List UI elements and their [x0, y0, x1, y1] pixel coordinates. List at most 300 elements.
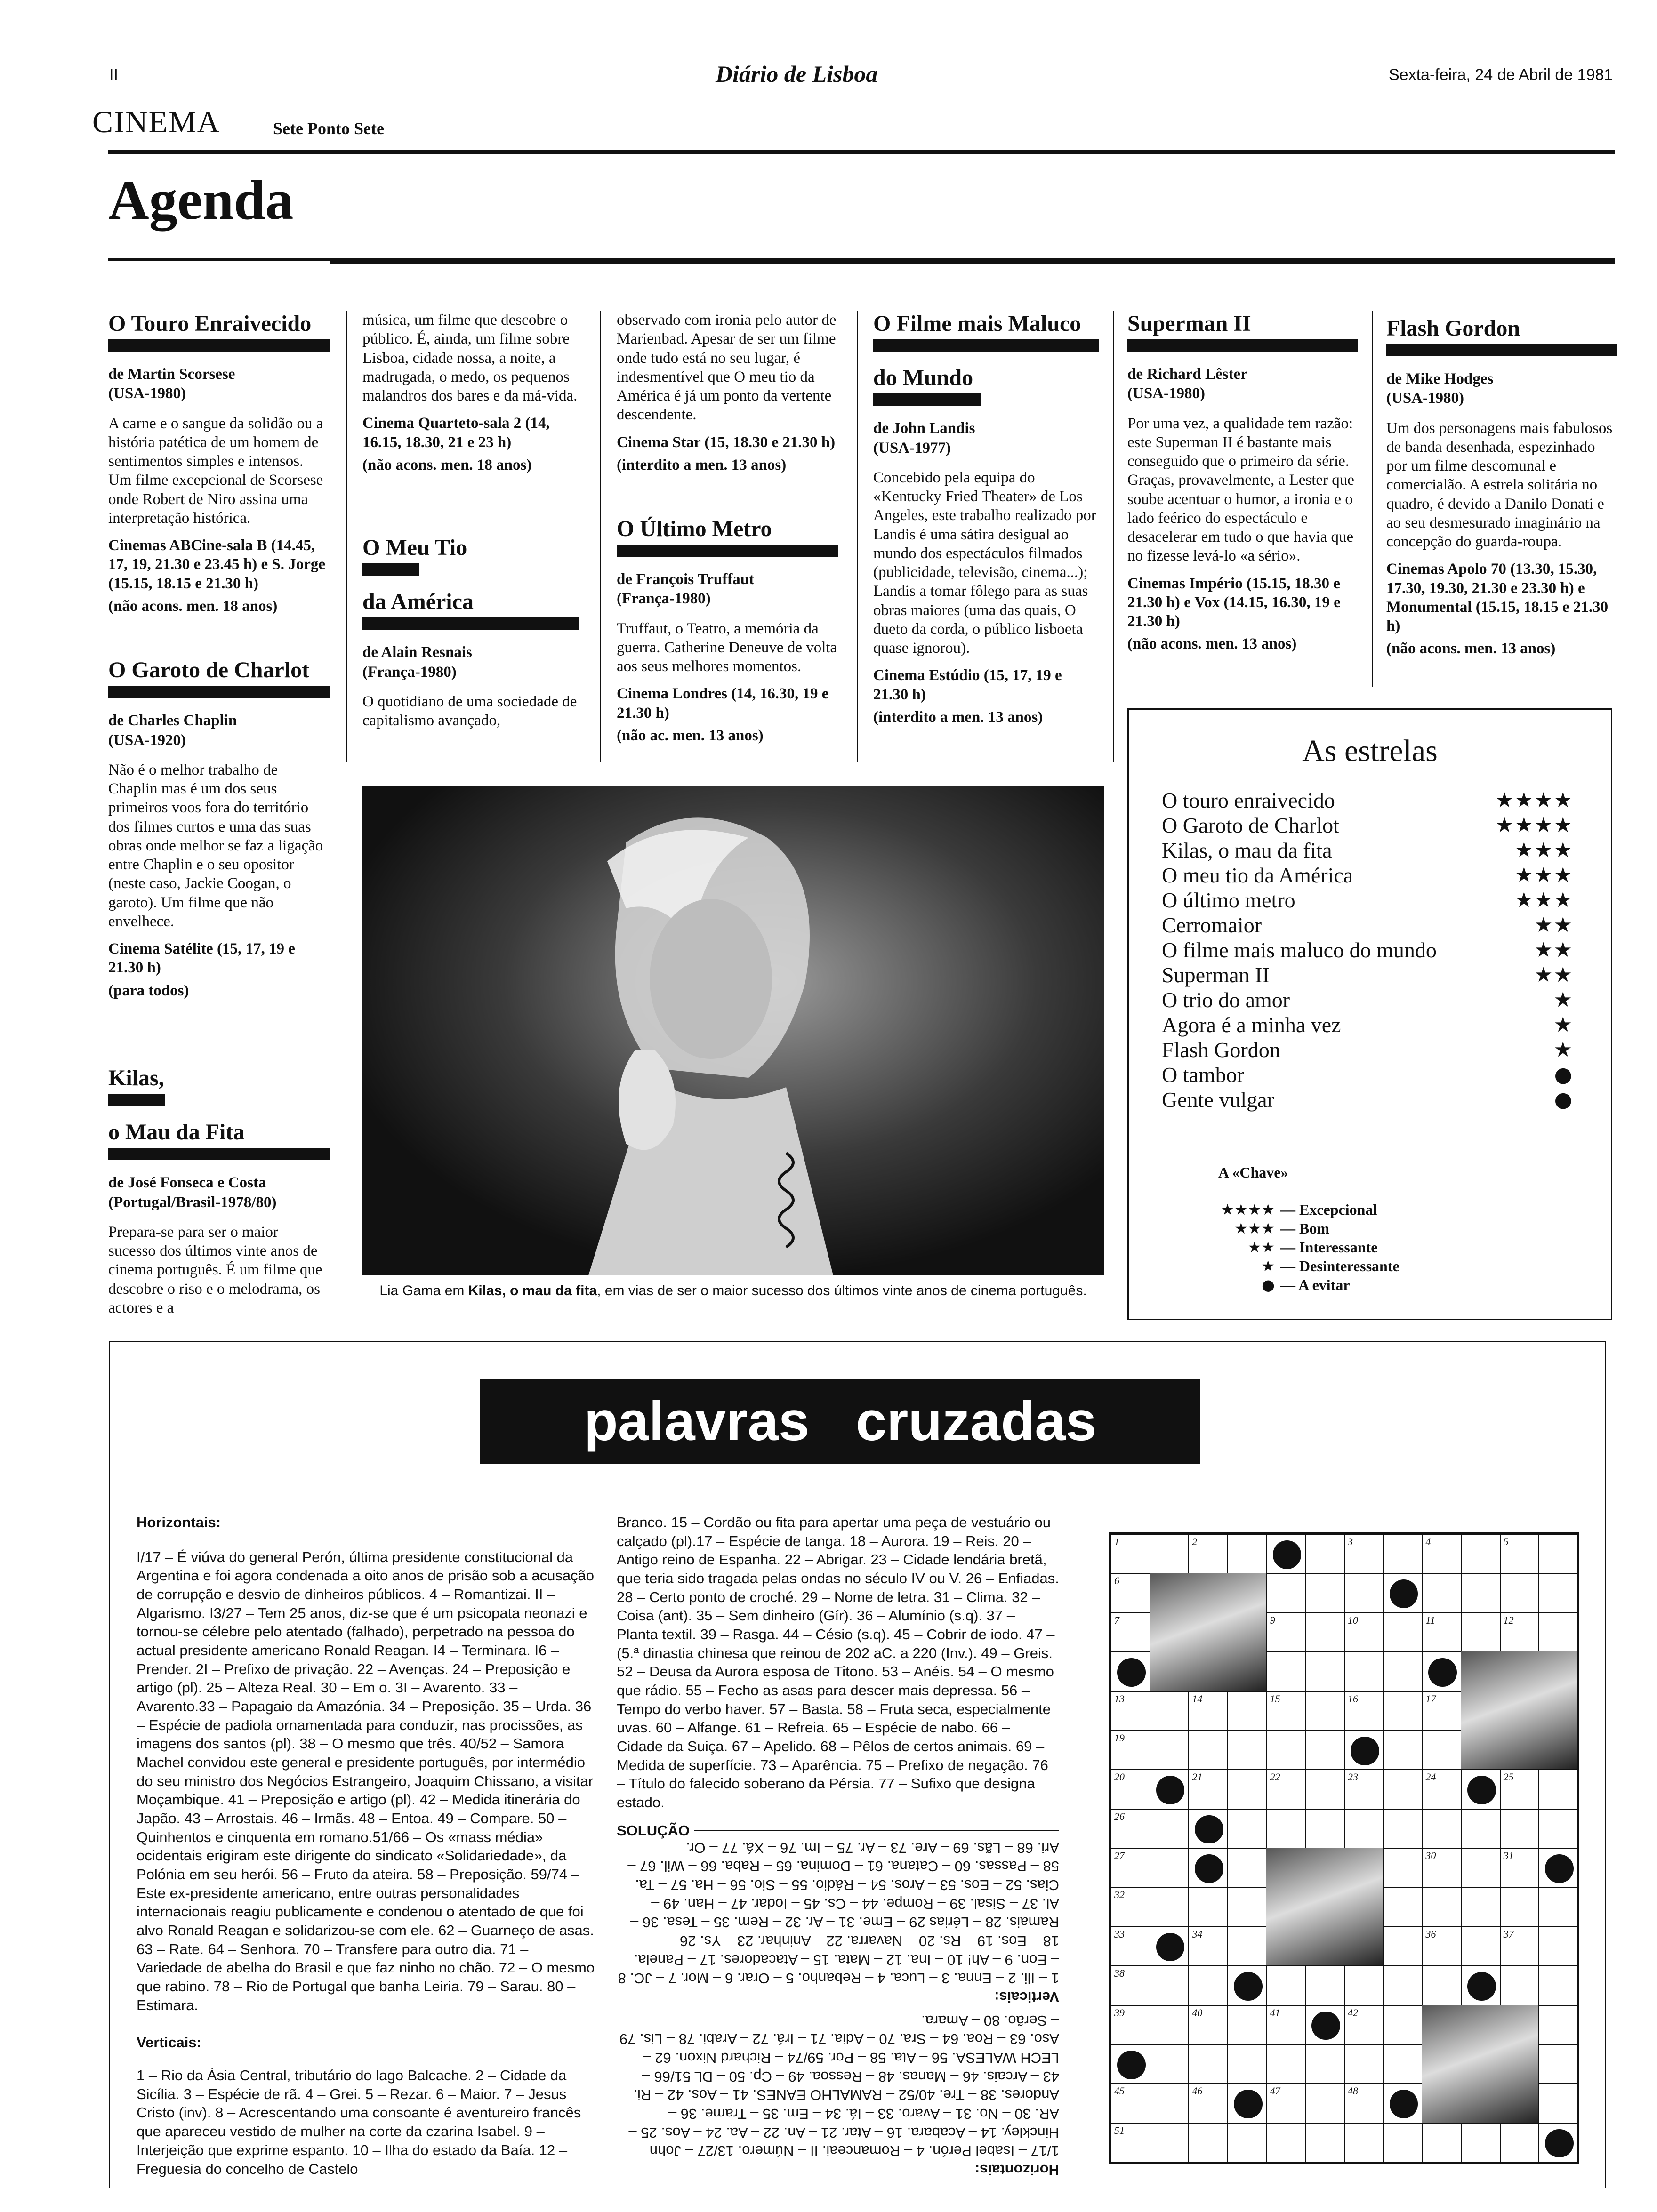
- grid-number: 51: [1114, 2124, 1125, 2136]
- grid-number: 33: [1114, 1928, 1125, 1940]
- grid-number: 27: [1114, 1850, 1125, 1861]
- key-row: [1157, 1257, 1611, 1275]
- grid-cell[interactable]: [1227, 1965, 1267, 2005]
- grid-cell[interactable]: [1188, 2123, 1228, 2163]
- film-review: Truffaut, o Teatro, a memória da guerra. Catherine Deneuve de volta aos seus melhores momentos.: [617, 620, 837, 675]
- grid-cell[interactable]: [1150, 1848, 1190, 1888]
- column-divider: [1113, 311, 1114, 762]
- film-rating: (interdito a men. 13 anos): [617, 456, 787, 473]
- rating-row: [1162, 813, 1573, 838]
- grid-cell[interactable]: [1538, 1926, 1578, 1966]
- grid-cell[interactable]: [1538, 2005, 1578, 2045]
- film-origin: (Portugal/Brasil-1978/80): [108, 1194, 277, 1211]
- grid-cell[interactable]: [1500, 1926, 1540, 1966]
- grid-cell[interactable]: [1383, 1612, 1423, 1652]
- rating-row: [1162, 938, 1573, 962]
- star-icon: ★: [1553, 1013, 1573, 1037]
- film-title-maluco-2: do Mundo: [873, 365, 973, 391]
- grid-cell[interactable]: [1266, 2005, 1306, 2045]
- grid-cell[interactable]: [1500, 1887, 1540, 1927]
- ratings-box: [1127, 708, 1612, 1320]
- grid-cell[interactable]: [1188, 1534, 1228, 1574]
- star-icon: ★★: [1534, 913, 1573, 937]
- grid-number: 9: [1270, 1614, 1275, 1626]
- film-rating: (não acons. men. 13 anos): [1386, 640, 1556, 657]
- grid-cell[interactable]: [1344, 2005, 1384, 2045]
- grid-cell[interactable]: [1227, 1730, 1267, 1770]
- black-dot-icon: [1234, 1972, 1263, 2001]
- grid-cell[interactable]: [1538, 1887, 1578, 1927]
- grid-cell[interactable]: [1461, 1965, 1501, 2005]
- film-review: Um dos personagens mais fabulosos de banda desenhada, espezinhado por um filme descomunal e comercialão. A estrela solitária no quadro, é devido a Danilo Donati e ao seu desmesurado imaginário na concepção do guarda-roupa.: [1386, 419, 1613, 551]
- grid-cell[interactable]: [1150, 1809, 1190, 1849]
- grid-cell[interactable]: [1266, 1965, 1306, 2005]
- caption-film: Kilas, o mau da fita: [468, 1283, 597, 1298]
- grid-cell[interactable]: [1227, 1887, 1267, 1927]
- grid-cell[interactable]: [1188, 1730, 1228, 1770]
- column-4: [873, 311, 1099, 735]
- grid-cell[interactable]: [1266, 1769, 1306, 1809]
- film-showings: Cinemas ABCine-sala B (14.45, 17, 19, 21.30 e 23.45 h) e S. Jorge (15.15, 18.15 e 21.30 h): [108, 537, 326, 592]
- rating-row: [1162, 987, 1573, 1012]
- grid-cell[interactable]: [1538, 1809, 1578, 1849]
- film-rating: (não ac. men. 13 anos): [617, 727, 764, 744]
- grid-cell[interactable]: [1110, 2044, 1150, 2084]
- black-dot-icon: [1195, 1815, 1223, 1844]
- grid-cell[interactable]: [1422, 1769, 1462, 1809]
- grid-cell[interactable]: [1150, 1730, 1190, 1770]
- grid-number: 23: [1348, 1771, 1358, 1783]
- grid-cell[interactable]: [1150, 2005, 1190, 2045]
- grid-cell[interactable]: [1227, 1809, 1267, 1849]
- director-name: de Alain Resnais: [362, 644, 472, 661]
- grid-cell[interactable]: [1500, 1769, 1540, 1809]
- rating-row: [1162, 1062, 1573, 1087]
- grid-cell[interactable]: [1110, 2005, 1150, 2045]
- grid-cell[interactable]: [1227, 1848, 1267, 1888]
- rating-row: [1162, 838, 1573, 863]
- grid-number: 15: [1270, 1692, 1280, 1705]
- grid-cell[interactable]: [1150, 1887, 1190, 1927]
- issue-date: Sexta-feira, 24 de Abril de 1981: [1389, 66, 1613, 84]
- film-review: A carne e o sangue da solidão ou a história patética de um homem de sentimentos simples e intensos. Um filme excepcional de Scorsese onde Robert de Niro assina uma interpretação histórica.: [108, 415, 323, 527]
- grid-number: 46: [1192, 2085, 1203, 2097]
- grid-cell[interactable]: [1344, 1534, 1384, 1574]
- grid-cell[interactable]: [1422, 1848, 1462, 1888]
- black-dot-icon: [1234, 2090, 1263, 2118]
- director-name: de Charles Chaplin: [108, 712, 237, 729]
- grid-number: 4: [1425, 1536, 1431, 1547]
- rating-row: [1162, 1087, 1573, 1112]
- black-dot-icon: [1156, 1933, 1185, 1962]
- grid-cell[interactable]: [1383, 1769, 1423, 1809]
- title-bar: [873, 339, 1099, 352]
- star-icon: ★★★: [1514, 888, 1573, 912]
- column-3: [617, 311, 838, 753]
- grid-cell[interactable]: [1305, 1612, 1345, 1652]
- rating-row: [1162, 962, 1573, 987]
- grid-cell[interactable]: [1305, 1651, 1345, 1691]
- grid-number: 36: [1425, 1928, 1436, 1940]
- star-icon: ★★: [1247, 1238, 1275, 1256]
- film-title-kilas: Kilas,: [108, 1065, 164, 1090]
- grid-cell[interactable]: [1110, 1573, 1150, 1613]
- grid-cell[interactable]: [1266, 1691, 1306, 1731]
- key-title: A «Chave»: [1218, 1164, 1288, 1181]
- grid-cell[interactable]: [1422, 1534, 1462, 1574]
- grid-cell[interactable]: [1538, 1534, 1578, 1574]
- film-title-garoto: O Garoto de Charlot: [108, 657, 310, 683]
- grid-cell[interactable]: [1305, 2123, 1345, 2163]
- black-dot-icon: [1545, 1854, 1574, 1883]
- film-showings: Cinema Satélite (15, 17, 19 e 21.30 h): [108, 940, 295, 977]
- grid-cell[interactable]: [1266, 1534, 1306, 1574]
- grid-cell[interactable]: [1383, 2083, 1423, 2123]
- grid-cell[interactable]: [1110, 1926, 1150, 1966]
- grid-cell[interactable]: [1500, 1809, 1540, 1849]
- title-bar: [617, 545, 838, 557]
- key-row: [1157, 1219, 1611, 1238]
- grid-number: 30: [1425, 1850, 1436, 1861]
- grid-cell[interactable]: [1344, 1651, 1384, 1691]
- grid-cell[interactable]: [1110, 1534, 1150, 1574]
- grid-cell[interactable]: [1227, 2083, 1267, 2123]
- grid-number: 41: [1270, 2006, 1280, 2019]
- portrait-photo: [1461, 1651, 1577, 1769]
- director-name: de Mike Hodges: [1386, 370, 1494, 388]
- grid-cell[interactable]: [1344, 1573, 1384, 1613]
- grid-number: 32: [1114, 1889, 1125, 1901]
- grid-number: 17: [1425, 1692, 1436, 1705]
- director-name: de John Landis: [873, 420, 975, 437]
- grid-cell[interactable]: [1227, 2044, 1267, 2084]
- verticais-clues: 1 – Rio da Ásia Central, tributário do lago Balcache. 2 – Cidade da Sicília. 3 – Espécie de rã. 4 – Grei. 5 – Rezar. 6 – Maior. 7 – Jesus Cristo (inv). 8 – Acrescentando uma consoante é aventureiro francês que apareceu vestido de mulher na corte da czarina Isabel. 9 – Interjeição que exprime espanto. 10 – Ilha do estado da Baía. 12 – Freguesia do concelho de Castelo: [137, 2067, 581, 2177]
- film-showings: Cinemas Apolo 70 (13.30, 15.30, 17.30, 19.30, 21.30 e 23.30 h) e Monumental (15.15, 18.15 e 21.30 h): [1386, 561, 1609, 635]
- grid-cell[interactable]: [1110, 2123, 1150, 2163]
- film-title-metro: O Último Metro: [617, 516, 772, 541]
- grid-cell[interactable]: [1227, 2005, 1267, 2045]
- horizontais-clues: I/17 – É viúva do general Perón, última presidente constitucional da Argentina e foi agora condenada a oito anos de prisão sob a acusação de corrupção e desvio de dinheiros públicos. 4 – Romantizai. II – Algarismo. I3/27 – Tem 25 anos, diz-se que é um psicopata neonazi e tornou-se célebre pelo atentado (falhado), perpetrado na pessoa do actual presidente americano Ronald Reagan. I4 – Terminara. I6 – Prender. 2I – Prefixo de privação. 22 – Avenças. 24 – Preposição e artigo (pl). 25 – Alteza Real. 30 – Em o. 3I – Avarento. 33 – Avarento.33 – Papagaio da Amazónia. 34 – Preposição. 35 – Urda. 36 – Espécie de padiola ornamentada para conduzir, nas procissões, as imagens dos santos (pl). 38 – O mesmo que três. 40/52 – Samora Machel convidou este general e presidente português, por intermédio do seu ministro dos Negócios Estrangeiro, Joaquim Chissano, a visitar Moçambique. 41 – Preposição e artigo (pl). 42 – Medida itinerária do Japão. 43 – Arrostais. 46 – Irmãs. 48 – Entoa. 49 – Compare. 50 – Quinhentos e cinquenta em romano.51/66 – Os «mass média» ocidentais erigiram este dirigente do sindicato «Solidariedade», da Polónia em seu herói. 56 – Fruto da ateira. 58 – Preposição. 59/74 – Este ex-presidente americano, entre outras personalidades internacionais reagiu publicamente e condenou o atentado de que foi alvo Ronald Reagan e solidarizou-se com ele. 62 – Guarneço de asas. 63 – Rate. 64 – Senhora. 70 – Transfere para outro dia. 71 – Variedade de abelha do Brasil e que faz ninho no chão. 72 – O mesmo que rabino. 78 – Rio de Portugal que banha Leiria. 79 – Sarau. 80 – Estimara.: [137, 1548, 595, 2013]
- grid-cell[interactable]: [1344, 1612, 1384, 1652]
- grid-number: 21: [1192, 1771, 1203, 1783]
- black-dot-icon: [1390, 2090, 1418, 2118]
- grid-cell[interactable]: [1110, 1965, 1150, 2005]
- grid-cell[interactable]: [1538, 2044, 1578, 2084]
- grid-cell[interactable]: [1461, 2123, 1501, 2163]
- grid-cell[interactable]: [1188, 1809, 1228, 1849]
- grid-cell[interactable]: [1422, 1691, 1462, 1731]
- title-bar: [1386, 344, 1617, 356]
- grid-cell[interactable]: [1383, 1887, 1423, 1927]
- grid-cell[interactable]: [1422, 1573, 1462, 1613]
- grid-number: 7: [1114, 1614, 1119, 1626]
- grid-cell[interactable]: [1110, 1769, 1150, 1809]
- solution-horizontais: 1/17 – Isabel Perón. 4 – Romanceai. II – Número. 13/27 – John Hinckley. 14 – Acabara. 16 – Atar. 21 – An. 22 – Aa. 24 – Aos. 25 – AR. 30 – No. 31 – Avaro. 33 – Iá. 34 – Em. 35 – Trame. 36 – Andores. 38 – Tre. 40/52 – RAMALHO EANES. 41 – Aos. 42 – Ri. 43 – Arcais. 46 – Manas. 48 – Ressoa. 49 – Cp. 50 – DL 51/66 – LECH WALESA. 56 – Ata. 58 – Por. 59/74 – Richard Nixon. 62 – Aso. 63 – Roa. 64 – Sra. 70 – Adia. 71 – Irá. 72 – Arabi. 78 – Lis. 79 – Serão. 80 – Amara.: [619, 2012, 1059, 2160]
- caption-text: Lia Gama em: [379, 1283, 468, 1298]
- film-director: [1127, 365, 1358, 404]
- director-name: de Richard Lêster: [1127, 366, 1247, 383]
- grid-cell[interactable]: [1422, 1926, 1462, 1966]
- grid-cell[interactable]: [1110, 2083, 1150, 2123]
- column-divider: [346, 311, 347, 762]
- grid-cell[interactable]: [1305, 1769, 1345, 1809]
- grid-cell[interactable]: [1305, 1534, 1345, 1574]
- grid-cell[interactable]: [1150, 2083, 1190, 2123]
- grid-cell[interactable]: [1500, 1965, 1540, 2005]
- grid-cell[interactable]: [1461, 1887, 1501, 1927]
- grid-cell[interactable]: [1227, 2123, 1267, 2163]
- key-row: [1157, 1200, 1611, 1219]
- grid-cell[interactable]: [1422, 1809, 1462, 1849]
- grid-cell[interactable]: [1422, 2123, 1462, 2163]
- grid-cell[interactable]: [1383, 1730, 1423, 1770]
- grid-cell[interactable]: [1305, 2044, 1345, 2084]
- key-row: [1157, 1275, 1611, 1294]
- section-title: CINEMA: [92, 105, 221, 139]
- grid-cell[interactable]: [1383, 1573, 1423, 1613]
- grid-cell[interactable]: [1150, 1965, 1190, 2005]
- grid-cell[interactable]: [1150, 2123, 1190, 2163]
- title-bar: [108, 339, 330, 352]
- grid-cell[interactable]: [1383, 1691, 1423, 1731]
- grid-cell[interactable]: [1305, 2005, 1345, 2045]
- grid-cell[interactable]: [1227, 1769, 1267, 1809]
- grid-cell[interactable]: [1383, 1651, 1423, 1691]
- film-title-touro: O Touro Enraivecido: [108, 311, 312, 336]
- grid-cell[interactable]: [1110, 1730, 1150, 1770]
- verticais-clues-continued: Branco. 15 – Cordão ou fita para apertar uma peça de vestuário ou calçado (pl).17 – Espécie de tanga. 18 – Aurora. 19 – Reis. 20 – Antigo reino de Espanha. 22 – Abrigar. 23 – Cidade lendária bretã, que teria sido tragada pelas ondas no século IV ou V. 26 – Enfiadas. 28 – Certo ponto de croché. 29 – Nome de letra. 31 – Clima. 32 – Coisa (ant). 35 – Sem dinheiro (Gír). 36 – Alumínio (s.q). 37 – Planta textil. 39 – Rasga. 44 – Césio (s.q). 45 – Cobrir de iodo. 47 – (5.ª dinastia chinesa que reinou de 202 aC. a 220 (Inv.). 49 – Greis. 52 – Deusa da Aurora esposa de Titono. 53 – Anéis. 54 – O mesmo que rádio. 55 – Fecho as asas para descer mais depressa. 56 – Tempo do verbo haver. 57 – Basta. 58 – Fruta seca, especialmente uvas. 60 – Alfange. 61 – Refreia. 65 – Espécie de nabo. 66 – Cidade da Suiça. 67 – Apelido. 68 – Pêlos de certos animais. 69 – Medida de superfície. 73 – Aparência. 75 – Prefixo de negação. 76 – Título do falecido soberano da Pérsia. 77 – Sufixo que designa estado.: [617, 1514, 1059, 1811]
- grid-cell[interactable]: [1383, 2123, 1423, 2163]
- grid-number: 38: [1114, 1967, 1125, 1980]
- key-list: [1157, 1200, 1611, 1294]
- grid-cell[interactable]: [1110, 1809, 1150, 1849]
- grid-cell[interactable]: [1110, 1691, 1150, 1731]
- grid-cell[interactable]: [1188, 1848, 1228, 1888]
- grid-cell[interactable]: [1422, 1965, 1462, 2005]
- solution-horizontais-title: Horizontais:: [974, 2162, 1059, 2178]
- grid-cell[interactable]: [1188, 1965, 1228, 2005]
- grid-number: 45: [1114, 2085, 1125, 2097]
- grid-cell[interactable]: [1538, 1612, 1578, 1652]
- star-icon: ★★★★: [1495, 813, 1573, 837]
- agenda-rule: [330, 258, 1615, 264]
- portrait-image: [362, 786, 1104, 1275]
- grid-number: 39: [1114, 2006, 1125, 2019]
- grid-cell[interactable]: [1461, 1573, 1501, 1613]
- title-bar: [108, 686, 330, 698]
- grid-cell[interactable]: [1500, 1848, 1540, 1888]
- column-2: [362, 311, 579, 738]
- grid-cell[interactable]: [1110, 1651, 1150, 1691]
- grid-cell[interactable]: [1227, 1691, 1267, 1731]
- rating-row: [1162, 788, 1573, 813]
- grid-cell[interactable]: [1422, 1730, 1462, 1770]
- grid-number: 6: [1114, 1575, 1119, 1587]
- grid-cell[interactable]: [1383, 2044, 1423, 2084]
- grid-number: 42: [1348, 2006, 1358, 2019]
- star-icon: ★★: [1534, 963, 1573, 987]
- rating-film: O tambor: [1162, 1063, 1245, 1087]
- black-dot-icon: [1351, 1737, 1379, 1765]
- grid-cell[interactable]: [1422, 1887, 1462, 1927]
- grid-cell[interactable]: [1500, 1573, 1540, 1613]
- grid-number: 25: [1503, 1771, 1514, 1783]
- film-director: [1386, 369, 1617, 409]
- director-name: de Martin Scorsese: [108, 366, 235, 383]
- grid-cell[interactable]: [1110, 1848, 1150, 1888]
- grid-cell[interactable]: [1500, 1612, 1540, 1652]
- grid-cell[interactable]: [1188, 1769, 1228, 1809]
- column-divider: [1372, 311, 1373, 687]
- grid-cell[interactable]: [1150, 1691, 1190, 1731]
- grid-cell[interactable]: [1150, 1534, 1190, 1574]
- grid-cell[interactable]: [1344, 2123, 1384, 2163]
- film-showings: Cinemas Império (15.15, 18.30 e 21.30 h) e Vox (14.15, 16.30, 19 e 21.30 h): [1127, 575, 1341, 630]
- star-icon: ★★★: [1514, 863, 1573, 887]
- grid-cell[interactable]: [1188, 2044, 1228, 2084]
- grid-cell[interactable]: [1422, 1651, 1462, 1691]
- film-showings: Cinema Londres (14, 16.30, 19 e 21.30 h): [617, 685, 829, 721]
- grid-cell[interactable]: [1500, 2123, 1540, 2163]
- grid-number: 12: [1503, 1614, 1514, 1626]
- grid-cell[interactable]: [1383, 1848, 1423, 1888]
- column-6: [1386, 315, 1617, 667]
- grid-number: 26: [1114, 1810, 1125, 1822]
- grid-cell[interactable]: [1538, 1848, 1578, 1888]
- grid-cell[interactable]: [1383, 1534, 1423, 1574]
- grid-cell[interactable]: [1266, 2123, 1306, 2163]
- grid-number: 31: [1503, 1850, 1514, 1861]
- grid-cell[interactable]: [1383, 1965, 1423, 2005]
- film-rating: (não acons. men. 18 anos): [362, 456, 532, 473]
- rating-film: Cerromaior: [1162, 913, 1262, 937]
- film-origin: (França-1980): [362, 663, 457, 681]
- key-label: — Bom: [1280, 1220, 1329, 1237]
- grid-cell[interactable]: [1305, 1691, 1345, 1731]
- film-review: Não é o melhor trabalho de Chaplin mas é um dos seus primeiros voos fora do território dos filmes curtos e uma das suas obras onde melhor se faz a ligação entre Chaplin e o seu opositor (neste caso, Jackie Coogan, o garoto). Um filme que não envelhece.: [108, 761, 323, 930]
- rating-row: [1162, 1037, 1573, 1062]
- grid-cell[interactable]: [1500, 1534, 1540, 1574]
- grid-cell[interactable]: [1344, 1730, 1384, 1770]
- grid-number: 1: [1114, 1536, 1119, 1547]
- grid-cell[interactable]: [1266, 1651, 1306, 1691]
- grid-cell[interactable]: [1188, 2005, 1228, 2045]
- grid-cell[interactable]: [1344, 2083, 1384, 2123]
- grid-cell[interactable]: [1150, 1926, 1190, 1966]
- grid-cell[interactable]: [1461, 1769, 1501, 1809]
- grid-cell[interactable]: [1538, 2083, 1578, 2123]
- grid-cell[interactable]: [1266, 1573, 1306, 1613]
- grid-cell[interactable]: [1461, 1809, 1501, 1849]
- film-rating: (para todos): [108, 982, 189, 999]
- grid-cell[interactable]: [1383, 1926, 1423, 1966]
- grid-cell[interactable]: [1344, 1769, 1384, 1809]
- grid-cell[interactable]: [1538, 1573, 1578, 1613]
- grid-cell[interactable]: [1266, 1730, 1306, 1770]
- grid-cell[interactable]: [1344, 1965, 1384, 2005]
- grid-cell[interactable]: [1150, 1769, 1190, 1809]
- rating-row: [1162, 1012, 1573, 1037]
- grid-cell[interactable]: [1344, 2044, 1384, 2084]
- film-still-photo: [362, 786, 1104, 1275]
- director-name: de François Truffaut: [617, 571, 755, 588]
- clues-column-1: [137, 1513, 595, 2178]
- film-title-superman: Superman II: [1127, 311, 1251, 336]
- grid-cell[interactable]: [1383, 1809, 1423, 1849]
- film-origin: (USA-1980): [108, 385, 186, 402]
- grid-cell[interactable]: [1538, 2123, 1578, 2163]
- grid-cell[interactable]: [1188, 1887, 1228, 1927]
- grid-cell[interactable]: [1305, 1965, 1345, 2005]
- rating-film: Gente vulgar: [1162, 1088, 1274, 1112]
- grid-number: 19: [1114, 1731, 1125, 1744]
- black-dot-icon: [1117, 2051, 1146, 2079]
- grid-cell[interactable]: [1538, 1965, 1578, 2005]
- portrait-photo: [1266, 1848, 1383, 1965]
- grid-cell[interactable]: [1305, 1809, 1345, 1849]
- grid-cell[interactable]: [1227, 1534, 1267, 1574]
- grid-number: 13: [1114, 1692, 1125, 1705]
- grid-cell[interactable]: [1266, 2044, 1306, 2084]
- grid-cell[interactable]: [1188, 1691, 1228, 1731]
- grid-cell[interactable]: [1227, 1926, 1267, 1966]
- rating-row: [1162, 888, 1573, 913]
- grid-number: 40: [1192, 2006, 1203, 2019]
- grid-cell[interactable]: [1305, 1573, 1345, 1613]
- grid-cell[interactable]: [1305, 2083, 1345, 2123]
- grid-cell[interactable]: [1110, 1612, 1150, 1652]
- grid-cell[interactable]: [1266, 1612, 1306, 1652]
- grid-cell[interactable]: [1461, 1848, 1501, 1888]
- grid-cell[interactable]: [1344, 1691, 1384, 1731]
- grid-cell[interactable]: [1266, 2083, 1306, 2123]
- clues-column-2: [617, 1513, 1059, 1843]
- grid-cell[interactable]: [1344, 1809, 1384, 1849]
- grid-cell[interactable]: [1461, 1534, 1501, 1574]
- film-title-flash: Flash Gordon: [1386, 316, 1520, 341]
- column-divider: [857, 311, 858, 762]
- avoid-dot-icon: ●: [1262, 1276, 1275, 1294]
- film-title-tio-2: da América: [362, 589, 474, 615]
- film-director: [108, 365, 330, 404]
- grid-cell[interactable]: [1383, 2005, 1423, 2045]
- star-icon: ★★★: [1234, 1219, 1275, 1237]
- grid-cell[interactable]: [1305, 1730, 1345, 1770]
- film-director: [362, 643, 579, 682]
- grid-cell[interactable]: [1188, 2083, 1228, 2123]
- grid-cell[interactable]: [1538, 1769, 1578, 1809]
- grid-cell[interactable]: [1266, 1809, 1306, 1849]
- title-bar: [362, 617, 579, 630]
- grid-cell[interactable]: [1150, 2044, 1190, 2084]
- grid-number: 3: [1348, 1536, 1353, 1547]
- key-label: — A evitar: [1280, 1276, 1350, 1293]
- grid-cell[interactable]: [1422, 1612, 1462, 1652]
- director-name: de José Fonseca e Costa: [108, 1174, 266, 1192]
- newspaper-name: Diário de Lisboa: [716, 61, 878, 87]
- crossword-grid: [1109, 1532, 1579, 2164]
- film-showings: Cinema Star (15, 18.30 e 21.30 h): [617, 433, 836, 451]
- grid-cell[interactable]: [1461, 1926, 1501, 1966]
- grid-cell[interactable]: [1110, 1887, 1150, 1927]
- grid-cell[interactable]: [1461, 1612, 1501, 1652]
- film-showings: Cinema Quarteto-sala 2 (14, 16.15, 18.30, 21 e 23 h): [362, 415, 550, 451]
- section-rule: [108, 150, 1615, 154]
- film-title-maluco: O Filme mais Maluco: [873, 311, 1081, 336]
- film-rating: (interdito a men. 13 anos): [873, 708, 1043, 726]
- grid-cell[interactable]: [1188, 1926, 1228, 1966]
- rating-film: O meu tio da América: [1162, 863, 1353, 887]
